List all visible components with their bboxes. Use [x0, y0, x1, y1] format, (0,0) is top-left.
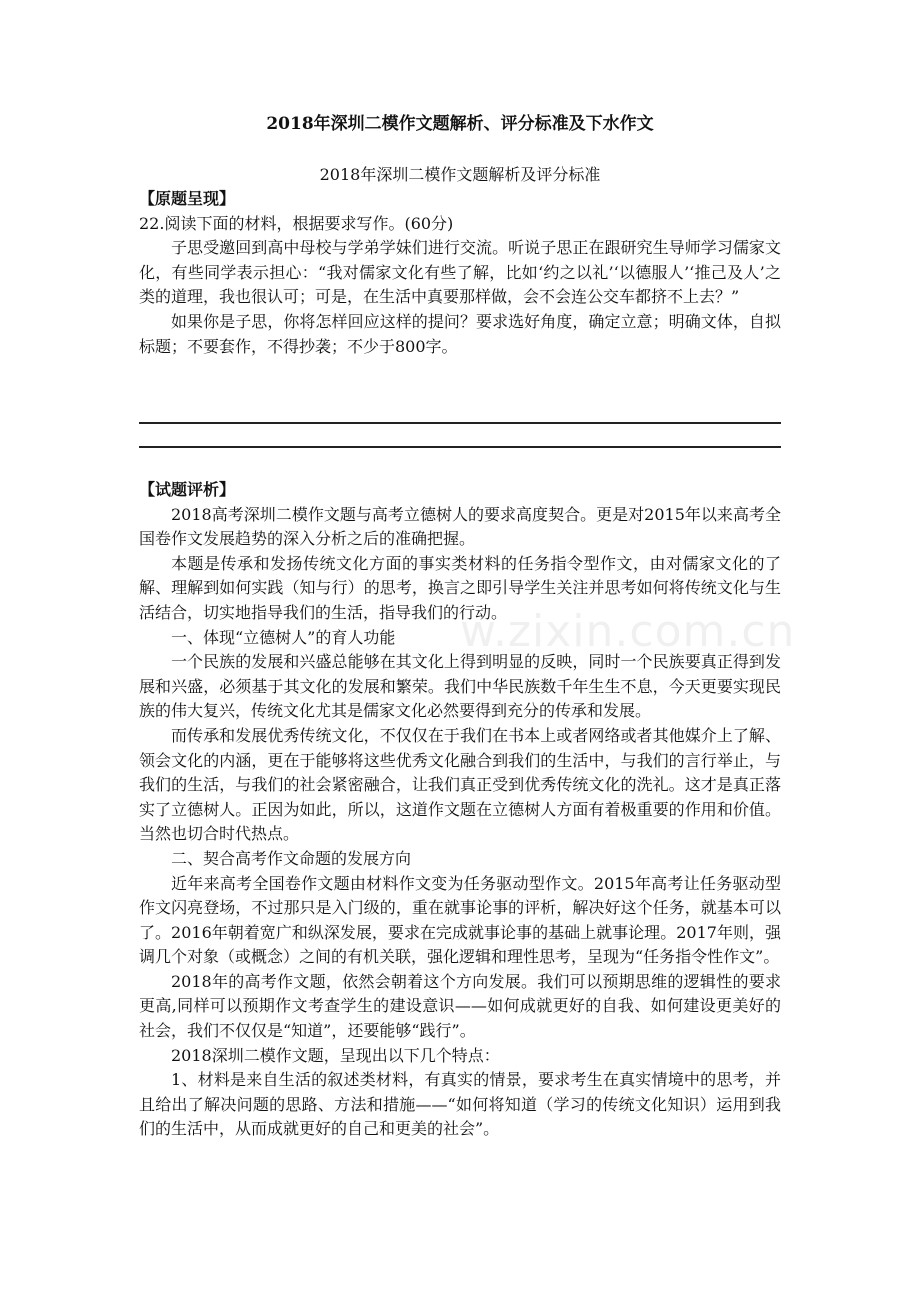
- analysis-subheading: 二、契合高考作文命题的发展方向: [171, 848, 412, 868]
- analysis-paragraph: 2018深圳二模作文题，呈现出以下几个特点：: [171, 1045, 500, 1065]
- question-prompt: 22.阅读下面的材料，根据要求写作。(60分): [139, 213, 454, 233]
- analysis-paragraph: 1、材料是来自生活的叙述类材料，有真实的情景，要求考生在真实情境中的思考，并且给出了解决问题的思路、方法和措施——“如何将知道（学习的传统文化知识）运用到我们的生活中，从而成就更好的自己和更美的社会”。: [139, 1070, 781, 1139]
- analysis-paragraph: 近年来高考全国卷作文题由材料作文变为任务驱动型作文。2015年高考让任务驱动型作文闪亮登场，不过那只是入门级的，重在就事论事的评析，解决好这个任务，就基本可以了。2016年朝着宽广和纵深发展，要求在完成就事论事的基础上就事论理。2017年则，强调几个对象（或概念）之间的有机关联，强化逻辑和理性思考，呈现为“任务指令性作文”。: [139, 873, 781, 967]
- analysis-paragraph: 而传承和发展优秀传统文化，不仅仅在于我们在书本上或者网络或者其他媒介上了解、领会文化的内涵，更在于能够将这些优秀文化融合到我们的生活中，与我们的言行举止，与我们的生活，与我们的社会紧密融合，让我们真正受到优秀传统文化的洗礼。这才是真正落实了立德树人。正因为如此，所以，这道作文题在立德树人方面有着极重要的作用和价值。当然也切合时代热点。: [139, 725, 781, 844]
- answer-line: [139, 422, 781, 424]
- analysis-subheading: 一、体现“立德树人”的育人功能: [171, 627, 396, 647]
- section-heading-analysis: 【试题评析】: [139, 480, 236, 499]
- question-material-paragraph: 子思受邀回到高中母校与学弟学妹们进行交流。听说子思正在跟研究生导师学习儒家文化，有些同学表示担心：“我对儒家文化有些了解，比如‘约之以礼’‘以德服人’‘推己及人’之类的道理，我也很认可；可是，在生活中真要那样做，会不会连公交车都挤不上去？”: [139, 238, 781, 307]
- document-subtitle: 2018年深圳二模作文题解析及评分标准: [319, 165, 601, 184]
- document-title: 2018年深圳二模作文题解析、评分标准及下水作文: [266, 114, 654, 134]
- analysis-section: [139, 478, 781, 1142]
- answer-line: [139, 446, 781, 448]
- analysis-paragraph: 2018年的高考作文题，依然会朝着这个方向发展。我们可以预期思维的逻辑性的要求更高,同样可以预期作文考查学生的建设意识——如何成就更好的自我、如何建设更美好的社会，我们不仅仅是“知道”，还要能够“践行”。: [139, 971, 781, 1041]
- question-requirement-paragraph: 如果你是子思，你将怎样回应这样的提问？要求选好角度，确定立意；明确文体，自拟标题；不要套作，不得抄袭；不少于800字。: [139, 311, 781, 356]
- original-question-section: [139, 187, 781, 359]
- watermark: w.zixin.com.cn: [460, 606, 796, 657]
- section-heading-original: 【原题呈现】: [139, 189, 236, 208]
- analysis-paragraph: 2018高考深圳二模作文题与高考立德树人的要求高度契合。更是对2015年以来高考全国卷作文发展趋势的深入分析之后的准确把握。: [139, 504, 781, 549]
- analysis-paragraph: 一个民族的发展和兴盛总能够在其文化上得到明显的反映，同时一个民族要真正得到发展和兴盛，必须基于其文化的发展和繁荣。我们中华民族数千年生生不息，今天更要实现民族的伟大复兴，传统文化尤其是儒家文化必然要得到充分的传承和发展。: [139, 652, 781, 721]
- analysis-paragraph: 本题是传承和发扬传统文化方面的事实类材料的任务指令型作文，由对儒家文化的了解、理解到如何实践（知与行）的思考，换言之即引导学生关注并思考如何将传统文化与生活结合，切实地指导我们的生活，指导我们的行动。: [139, 553, 781, 622]
